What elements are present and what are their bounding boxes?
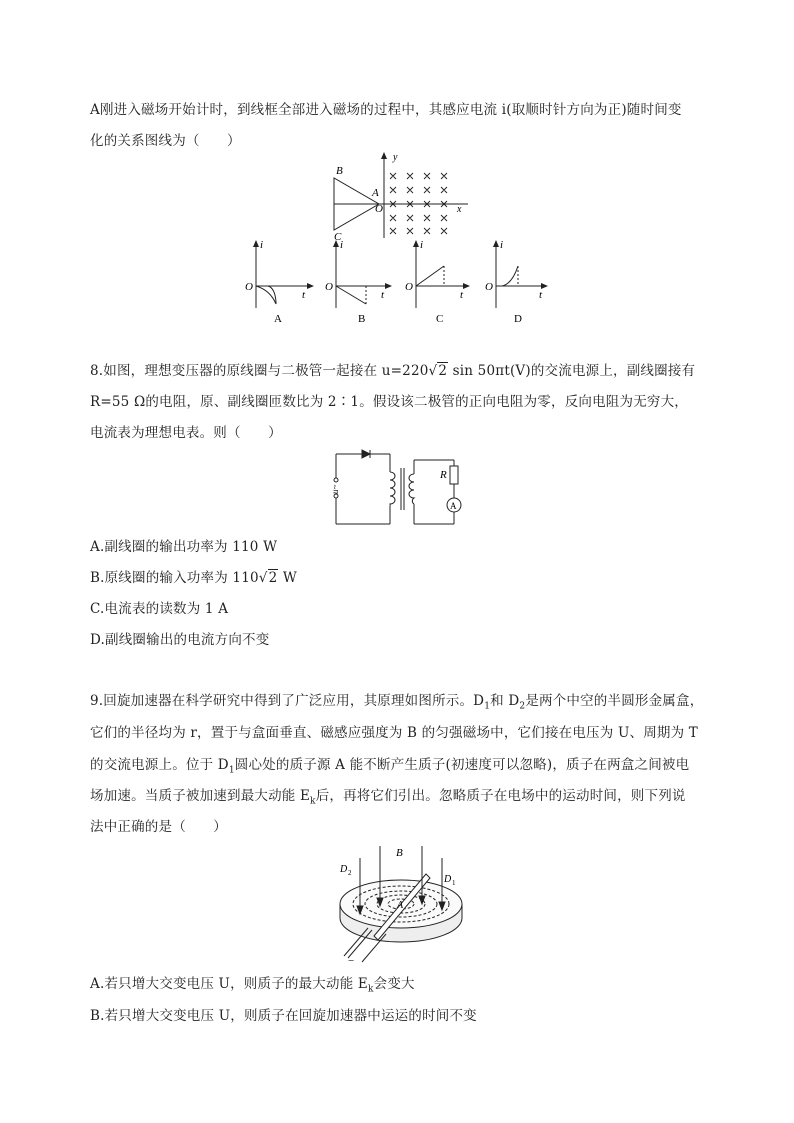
graph-D bbox=[485, 239, 548, 325]
q9-line4: 场加速。当质子被加速到最大动能 $E_k$后，再将它们引出。忽略质子在电场中的运动时间，则下列说 bbox=[90, 788, 686, 807]
label-A: A bbox=[372, 187, 379, 199]
svg-text:−: − bbox=[348, 955, 355, 965]
q9-line3: 的交流电源上。位于 $D_1$圆心处的质子源 A 能不断产生质子(初速度可以忽略)，质子在两盒之间被电 bbox=[90, 757, 690, 776]
svg-text:2: 2 bbox=[348, 869, 352, 877]
svg-text:R: R bbox=[440, 469, 447, 481]
q9-option-b: B.若只增大交变电压 U，则质子在回旋加速器中运运的时间不变 bbox=[90, 1008, 477, 1024]
q7-line2: 化的关系图线为（ ） bbox=[90, 133, 241, 149]
svg-text:A: A bbox=[397, 900, 404, 911]
svg-text:O: O bbox=[485, 281, 493, 293]
q9-option-a: A.若只增大交变电压 U，则质子的最大动能 $E_k$会变大 bbox=[90, 976, 415, 995]
svg-text:C: C bbox=[436, 313, 444, 325]
svg-text:O: O bbox=[405, 281, 413, 293]
svg-text:i: i bbox=[260, 239, 264, 251]
svg-text:B: B bbox=[396, 847, 403, 859]
svg-text:i: i bbox=[420, 239, 424, 251]
q8-line3: 电流表为理想电表。则（ ） bbox=[90, 425, 282, 441]
q8-option-d: D.副线圈输出的电流方向不变 bbox=[90, 632, 270, 648]
svg-text:t: t bbox=[460, 289, 464, 301]
q7-option-graphs bbox=[240, 238, 560, 328]
label-C: C bbox=[334, 231, 342, 240]
svg-text:u~: u~ bbox=[330, 484, 340, 494]
secondary-coil bbox=[409, 474, 414, 504]
svg-text:i: i bbox=[500, 239, 504, 251]
svg-text:O: O bbox=[325, 281, 333, 293]
svg-text:D: D bbox=[514, 313, 522, 325]
svg-text:B: B bbox=[358, 313, 366, 325]
q8-option-b: B.原线圈的输入功率为 110√2 W bbox=[90, 570, 297, 586]
label-B: B bbox=[336, 165, 343, 177]
q8-line1: 8.如图，理想变压器的原线圈与二极管一起接在 u=220√2 sin 50πt(V)的交流电源上，副线圈接有 bbox=[90, 363, 696, 379]
q8-option-a: A.副线圈的输出功率为 110 W bbox=[90, 539, 278, 555]
q7-line1: A刚进入磁场开始计时，到线框全部进入磁场的过程中，其感应电流 i(取顺时针方向为正)随时间变 bbox=[90, 102, 682, 118]
diode-icon bbox=[362, 450, 370, 458]
q9-cyclotron-figure bbox=[326, 840, 476, 965]
svg-text:D: D bbox=[444, 874, 452, 885]
svg-text:A: A bbox=[274, 313, 282, 325]
primary-coil bbox=[390, 472, 395, 506]
graph-A bbox=[245, 239, 314, 325]
q7-field-figure bbox=[326, 150, 476, 240]
q9-line1: 9.回旋加速器在科学研究中得到了广泛应用，其原理如图所示。$D_1$和 $D_2$是两个中空的半圆形金属盒， bbox=[90, 693, 704, 712]
label-O: O bbox=[375, 203, 383, 215]
svg-text:O: O bbox=[245, 281, 253, 293]
q8-transformer-circuit bbox=[326, 448, 476, 530]
svg-text:1: 1 bbox=[452, 879, 456, 887]
svg-text:t: t bbox=[381, 289, 385, 301]
graph-B bbox=[325, 239, 392, 325]
svg-text:t: t bbox=[302, 289, 306, 301]
q9-line2: 它们的半径均为 r，置于与盒面垂直、磁感应强度为 B 的匀强磁场中，它们接在电压为 U、周期为 T bbox=[90, 725, 699, 741]
q8-line2: R=55 Ω的电阻，原、副线圈匝数比为 2∶1。假设该二极管的正向电阻为零，反向电阻为无穷大， bbox=[90, 394, 689, 410]
svg-text:t: t bbox=[539, 289, 543, 301]
q9-line5: 法中正确的是（ ） bbox=[90, 819, 227, 835]
label-y: y bbox=[393, 152, 398, 163]
svg-text:D: D bbox=[340, 864, 348, 875]
resistor-R bbox=[450, 466, 458, 484]
graph-C bbox=[405, 239, 470, 325]
svg-text:i: i bbox=[340, 239, 344, 251]
q8-option-c: C.电流表的读数为 1 A bbox=[90, 601, 229, 617]
label-x: x bbox=[457, 204, 462, 215]
svg-text:A: A bbox=[450, 501, 457, 511]
